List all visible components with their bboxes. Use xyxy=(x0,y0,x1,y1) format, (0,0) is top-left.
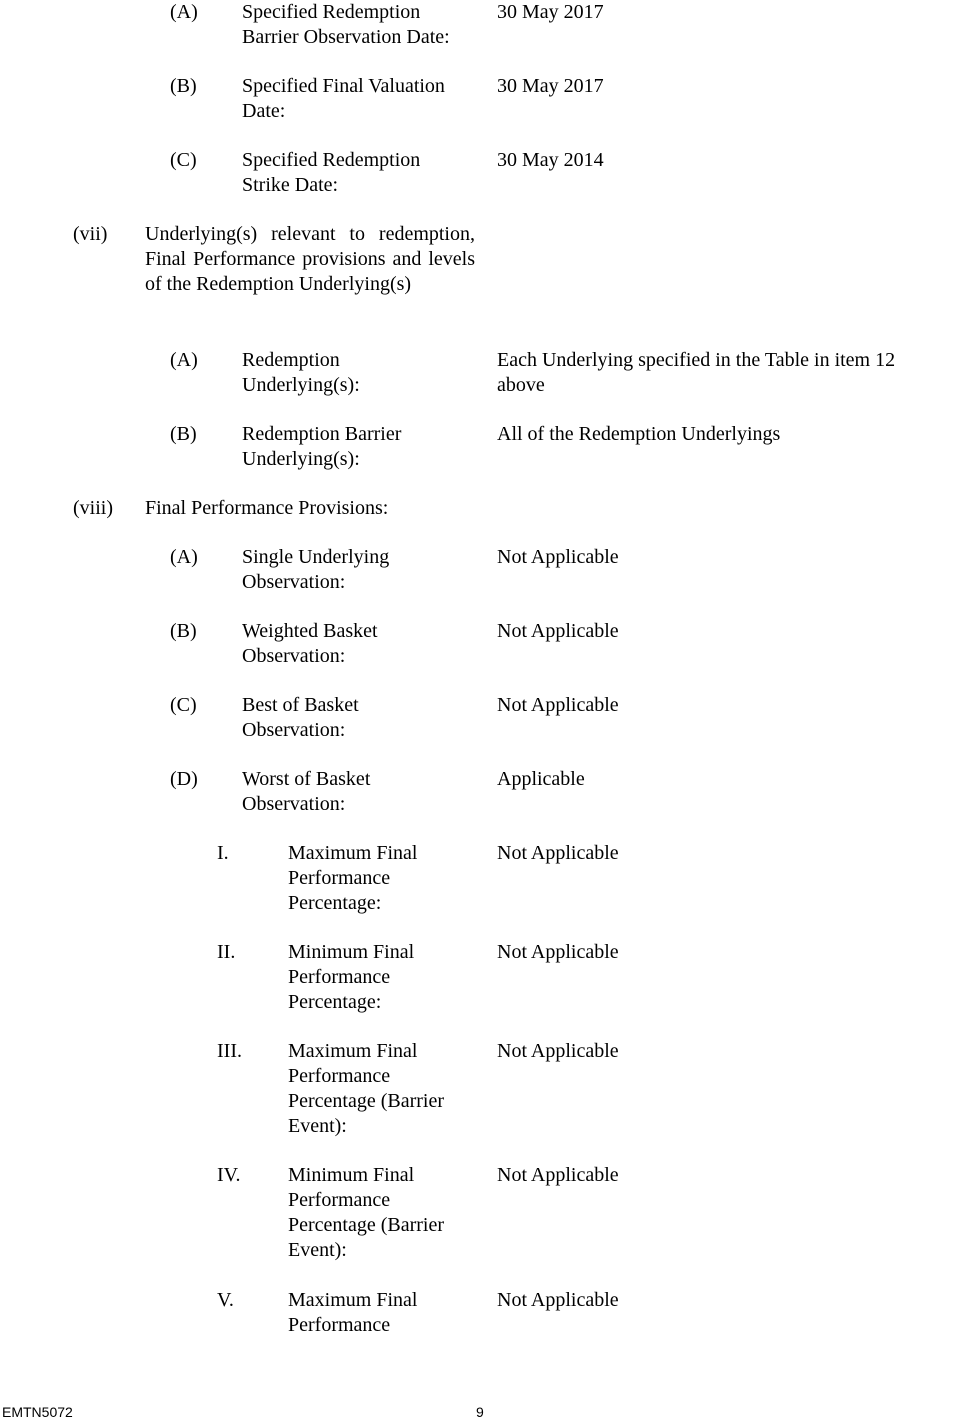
row-label: Redemption Barrier Underlying(s): xyxy=(242,423,402,470)
page-number: 9 xyxy=(476,1404,484,1420)
section-heading: Final Performance Provisions: xyxy=(145,497,389,519)
row-marker: (A) xyxy=(170,546,198,568)
row-label: Specified Final Valuation Date: xyxy=(242,75,445,122)
row-label: Best of Basket Observation: xyxy=(242,694,359,741)
row-label: Specified Redemption Strike Date: xyxy=(242,149,421,196)
row-label: Worst of Basket Observation: xyxy=(242,768,371,815)
subrow-label: Minimum Final Performance Percentage: xyxy=(288,941,415,1013)
row-value: 30 May 2017 xyxy=(497,1,604,23)
row-label: Weighted Basket Observation: xyxy=(242,620,378,667)
row-marker: (C) xyxy=(170,149,197,171)
subrow-marker: IV. xyxy=(217,1164,241,1186)
row-label: Specified Redemption Barrier Observation Date: xyxy=(242,1,450,48)
row-value: Not Applicable xyxy=(497,546,619,568)
subrow-value: Not Applicable xyxy=(497,1289,619,1311)
subrow-value: Not Applicable xyxy=(497,941,619,963)
subrow-value: Not Applicable xyxy=(497,842,619,864)
row-label: Single Underlying Observation: xyxy=(242,546,390,593)
subrow-marker: II. xyxy=(217,941,236,963)
subrow-value: Not Applicable xyxy=(497,1040,619,1062)
row-value: Not Applicable xyxy=(497,620,619,642)
row-value: All of the Redemption Underlyings xyxy=(497,423,781,445)
row-marker: (B) xyxy=(170,75,197,97)
section-marker: (vii) xyxy=(73,223,108,245)
subrow-label: Minimum Final Performance Percentage (Barrier Event): xyxy=(288,1164,445,1261)
row-label: Redemption Underlying(s): xyxy=(242,349,360,396)
row-marker: (C) xyxy=(170,694,197,716)
section-heading: Underlying(s) relevant to redemption, Final Performance provisions and levels of the Redemption Underlying(s) xyxy=(145,223,475,295)
subrow-marker: V. xyxy=(217,1289,234,1311)
subrow-value: Not Applicable xyxy=(497,1164,619,1186)
row-value: 30 May 2014 xyxy=(497,149,604,171)
row-value: Applicable xyxy=(497,768,585,790)
subrow-label: Maximum Final Performance Percentage: xyxy=(288,842,418,914)
subrow-marker: I. xyxy=(217,842,229,864)
subrow-label: Maximum Final Performance Percentage (Barrier Event): xyxy=(288,1040,445,1137)
subrow-label: Maximum Final Performance xyxy=(288,1289,418,1336)
row-value: Each Underlying specified in the Table in item 12 above xyxy=(497,349,896,396)
section-marker: (viii) xyxy=(73,497,113,519)
row-value: 30 May 2017 xyxy=(497,75,604,97)
row-marker: (B) xyxy=(170,620,197,642)
row-marker: (A) xyxy=(170,1,198,23)
subrow-marker: III. xyxy=(217,1040,242,1062)
document-code: EMTN5072 xyxy=(2,1404,73,1420)
row-value: Not Applicable xyxy=(497,694,619,716)
row-marker: (B) xyxy=(170,423,197,445)
row-marker: (A) xyxy=(170,349,198,371)
row-marker: (D) xyxy=(170,768,198,790)
